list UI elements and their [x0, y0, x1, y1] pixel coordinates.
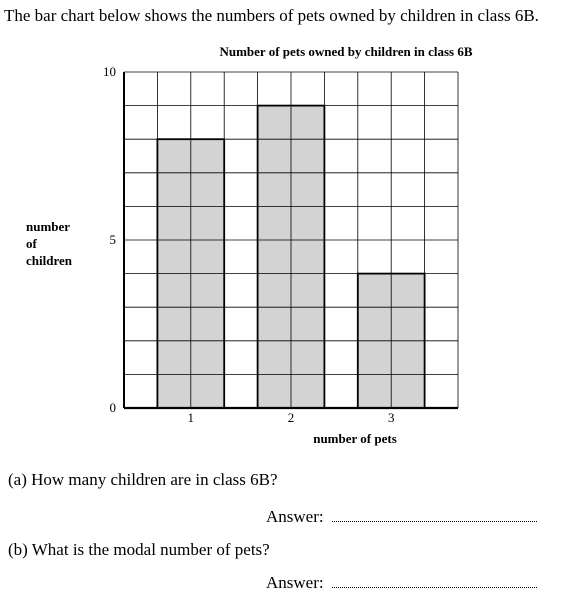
y-tick-label: 0: [109, 400, 116, 415]
x-tick-labels: [188, 410, 395, 425]
chart-bars: [157, 106, 424, 408]
x-tick-label: 3: [387, 410, 395, 425]
y-tick-label: 10: [103, 64, 116, 79]
x-tick-label: 1: [187, 410, 195, 425]
y-axis-label: [26, 219, 73, 268]
y-axis-label-line: children: [26, 253, 72, 268]
answer-a-blank[interactable]: [332, 519, 537, 522]
x-axis-label: number of pets: [313, 431, 397, 446]
answer-a-label: Answer:: [266, 507, 324, 526]
answer-b-row: [266, 573, 537, 593]
question-a: (a) How many children are in class 6B?: [8, 470, 278, 489]
y-axis-label-line: of: [26, 236, 37, 251]
y-tick-label: 5: [109, 232, 116, 247]
chart-title: Number of pets owned by children in class 6B: [219, 44, 473, 59]
answer-b-label: Answer:: [266, 573, 324, 592]
y-tick-labels: [103, 64, 116, 415]
bar-chart: [0, 38, 575, 458]
bar-chart-svg: [0, 38, 575, 458]
y-axis-label-line: number: [26, 219, 71, 234]
question-b: (b) What is the modal number of pets?: [8, 540, 270, 559]
x-tick-label: 2: [287, 410, 295, 425]
answer-b-blank[interactable]: [332, 585, 537, 588]
intro-text: The bar chart below shows the numbers of pets owned by children in class 6B.: [4, 6, 539, 25]
answer-a-row: [266, 507, 537, 527]
